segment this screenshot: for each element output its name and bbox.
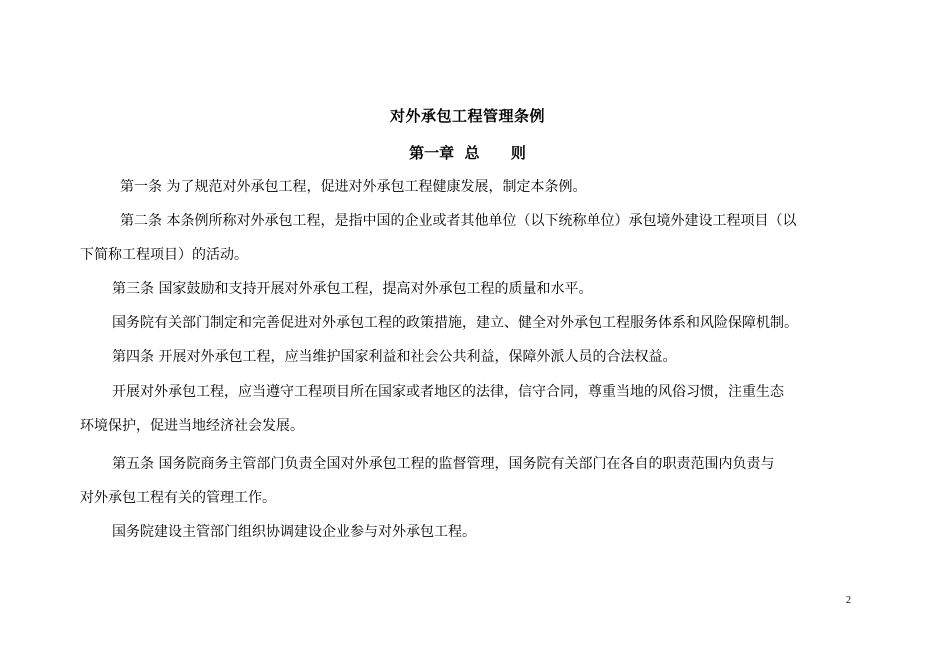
paragraph-line: 第一条 为了规范对外承包工程，促进对外承包工程健康发展，制定本条例。 <box>120 179 587 195</box>
article-paragraph <box>80 272 892 306</box>
chapter-heading: 第一章 总 则 <box>409 144 526 162</box>
paragraph-line: 第五条 国务院商务主管部门负责全国对外承包工程的监督管理，国务院有关部门在各自的职责范围内负责与 <box>112 456 775 472</box>
paragraph-line: 开展对外承包工程，应当遵守工程项目所在国家或者地区的法律，信守合同，尊重当地的风俗习惯，注重生态 <box>112 384 784 400</box>
paragraph-line: 第二条 本条例所称对外承包工程，是指中国的企业或者其他单位（以下统称单位）承包境外建设工程项目（以 <box>120 213 797 229</box>
article-paragraph <box>80 340 892 374</box>
article-paragraph <box>80 170 900 204</box>
article-paragraph <box>80 447 860 515</box>
paragraph-line: 第三条 国家鼓励和支持开展对外承包工程，提高对外承包工程的质量和水平。 <box>112 281 593 297</box>
article-paragraph <box>80 204 860 272</box>
paragraph-line: 第四条 开展对外承包工程，应当维护国家利益和社会公共利益，保障外派人员的合法权益。 <box>112 349 677 365</box>
paragraph-line: 国务院建设主管部门组织协调建设企业参与对外承包工程。 <box>112 524 476 540</box>
article-paragraph <box>80 515 892 549</box>
paragraph-line: 环境保护，促进当地经济社会发展。 <box>80 418 304 434</box>
article-paragraph <box>80 375 860 443</box>
paragraph-line: 下简称工程项目）的活动。 <box>80 247 248 263</box>
article-paragraph <box>80 306 892 340</box>
paragraph-line: 国务院有关部门制定和完善促进对外承包工程的政策措施，建立、健全对外承包工程服务体系和风险保障机制。 <box>112 315 798 331</box>
document-title: 对外承包工程管理条例 <box>389 107 545 125</box>
page-number: 2 <box>846 595 851 606</box>
paragraph-line: 对外承包工程有关的管理工作。 <box>80 490 276 506</box>
